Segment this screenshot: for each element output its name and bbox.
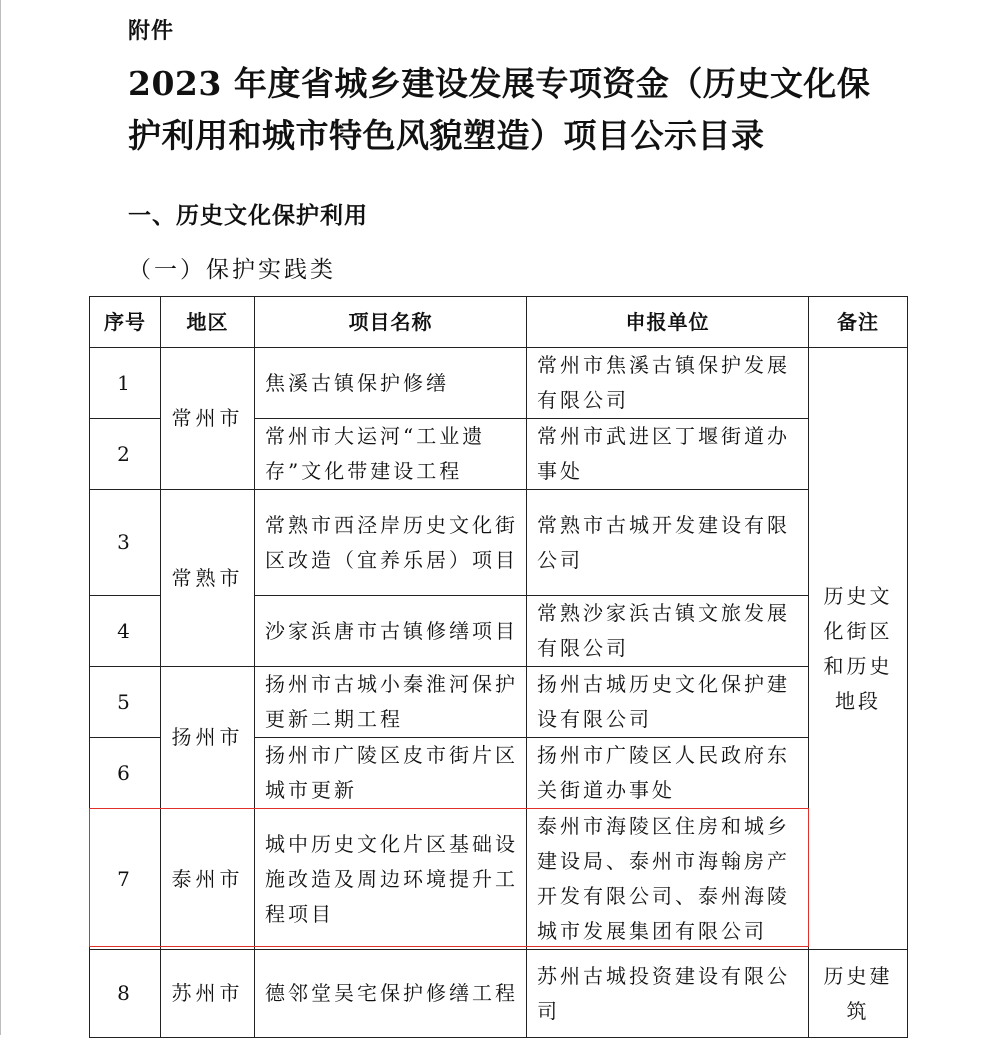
header-project: 项目名称 [255,297,527,348]
applicant-unit: 常熟市古城开发建设有限公司 [527,490,809,596]
project-name: 常熟市西泾岸历史文化街区改造（宜养乐居）项目 [255,490,527,596]
region-cell: 泰州市 [161,809,255,950]
project-name: 扬州市古城小秦淮河保护更新二期工程 [255,667,527,738]
row-no: 2 [90,419,161,490]
table-row [90,950,908,1038]
row-no: 4 [90,596,161,667]
project-name: 常州市大运河“工业遗存”文化带建设工程 [255,419,527,490]
project-name: 德邻堂吴宅保护修缮工程 [255,950,527,1038]
table-row [90,667,908,738]
region-cell: 常熟市 [161,490,255,667]
region-cell: 苏州市 [161,950,255,1038]
region-cell: 常州市 [161,348,255,490]
project-name: 扬州市广陵区皮市街片区城市更新 [255,738,527,809]
header-no: 序号 [90,297,161,348]
table-header-row [90,297,908,348]
page-title: 2023 年度省城乡建设发展专项资金（历史文化保护利用和城市特色风貌塑造）项目公示目录 [128,64,871,155]
row-no: 1 [90,348,161,419]
subsection-heading: （一）保护实践类 [128,257,336,283]
note-cell: 历史建筑 [809,950,908,1038]
applicant-unit: 扬州古城历史文化保护建设有限公司 [527,667,809,738]
row-no: 7 [90,809,161,950]
row-no: 6 [90,738,161,809]
row-no: 3 [90,490,161,596]
attachment-label: 附件 [128,19,175,44]
project-table [89,296,908,1038]
applicant-unit: 泰州市海陵区住房和城乡建设局、泰州市海翰房产开发有限公司、泰州海陵城市发展集团有限公司 [527,809,809,950]
project-name: 城中历史文化片区基础设施改造及周边环境提升工程项目 [255,809,527,950]
header-unit: 申报单位 [527,297,809,348]
table-row [90,490,908,596]
applicant-unit: 常熟沙家浜古镇文旅发展有限公司 [527,596,809,667]
table-row [90,348,908,419]
note-cell: 历史文化街区和历史地段 [809,348,908,950]
row-no: 5 [90,667,161,738]
table-row [90,809,908,950]
header-note: 备注 [809,297,908,348]
page-edge [0,0,1,1035]
project-name: 焦溪古镇保护修缮 [255,348,527,419]
applicant-unit: 常州市焦溪古镇保护发展有限公司 [527,348,809,419]
row-no: 8 [90,950,161,1038]
applicant-unit: 常州市武进区丁堰街道办事处 [527,419,809,490]
applicant-unit: 苏州古城投资建设有限公司 [527,950,809,1038]
project-name: 沙家浜唐市古镇修缮项目 [255,596,527,667]
applicant-unit: 扬州市广陵区人民政府东关街道办事处 [527,738,809,809]
header-region: 地区 [161,297,255,348]
region-cell: 扬州市 [161,667,255,809]
section-heading: 一、历史文化保护利用 [128,203,368,229]
